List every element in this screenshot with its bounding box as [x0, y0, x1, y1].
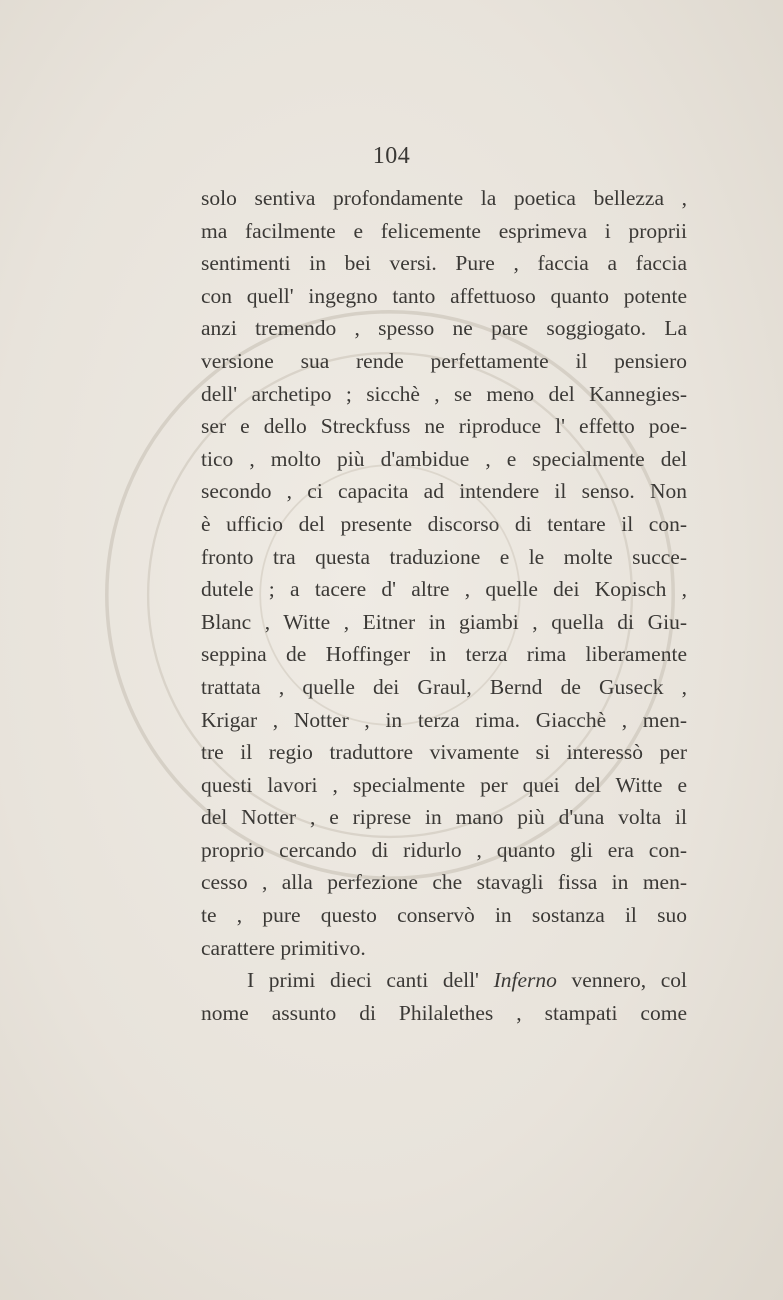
text-line: versione sua rende perfettamente il pensiero — [201, 348, 687, 373]
text-line: fronto tra questa traduzione e le molte succe- — [201, 544, 687, 569]
text-segment: vennero, col — [556, 968, 688, 993]
text-line: trattata , quelle dei Graul, Bernd de Guseck , — [201, 674, 687, 699]
text-segment: I primi dieci canti dell' — [247, 968, 494, 993]
text-line: tre il regio traduttore vivamente si interessò per — [201, 740, 687, 765]
text-line: dutele ; a tacere d' altre , quelle dei Kopisch , — [201, 577, 687, 602]
paragraph-2-line-1 — [201, 964, 687, 997]
text-line: con quell' ingegno tanto affettuoso quanto potente — [201, 283, 687, 308]
text-line: questi lavori , specialmente per quei del Witte e — [201, 772, 687, 797]
text-line: anzi tremendo , spesso ne pare soggiogato. La — [201, 316, 687, 341]
italic-title-inferno: Inferno — [493, 968, 557, 993]
text-line: Blanc , Witte , Eitner in giambi , quella di Giu- — [201, 609, 687, 634]
page-number: 104 — [372, 143, 411, 169]
text-line: del Notter , e riprese in mano più d'una volta il — [201, 805, 687, 830]
text-line: ser e dello Streckfuss ne riproduce l' effetto poe- — [201, 414, 687, 439]
text-line: secondo , ci capacita ad intendere il senso. Non — [201, 479, 687, 504]
text-line: cesso , alla perfezione che stavagli fissa in men- — [201, 870, 687, 895]
text-line: dell' archetipo ; sicchè , se meno del Kannegies- — [201, 381, 687, 406]
text-line: Krigar , Notter , in terza rima. Giacchè , men- — [201, 707, 687, 732]
text-line: sentimenti in bei versi. Pure , faccia a faccia — [201, 251, 687, 276]
body-text — [201, 182, 687, 1029]
text-line: ma facilmente e felicemente esprimeva i proprii — [201, 218, 687, 243]
text-line: carattere primitivo. — [201, 935, 366, 960]
text-line: tico , molto più d'ambidue , e specialmente del — [201, 446, 687, 471]
text-line: solo sentiva profondamente la poetica bellezza , — [201, 186, 687, 210]
text-line: te , pure questo conservò in sostanza il suo — [201, 903, 687, 928]
text-line: proprio cercando di ridurlo , quanto gli era con- — [201, 837, 687, 862]
paragraph-2-line-2: nome assunto di Philalethes , stampati come — [201, 1000, 687, 1025]
text-line: seppina de Hoffinger in terza rima liberamente — [201, 642, 687, 667]
text-line: è ufficio del presente discorso di tentare il con- — [201, 511, 687, 536]
